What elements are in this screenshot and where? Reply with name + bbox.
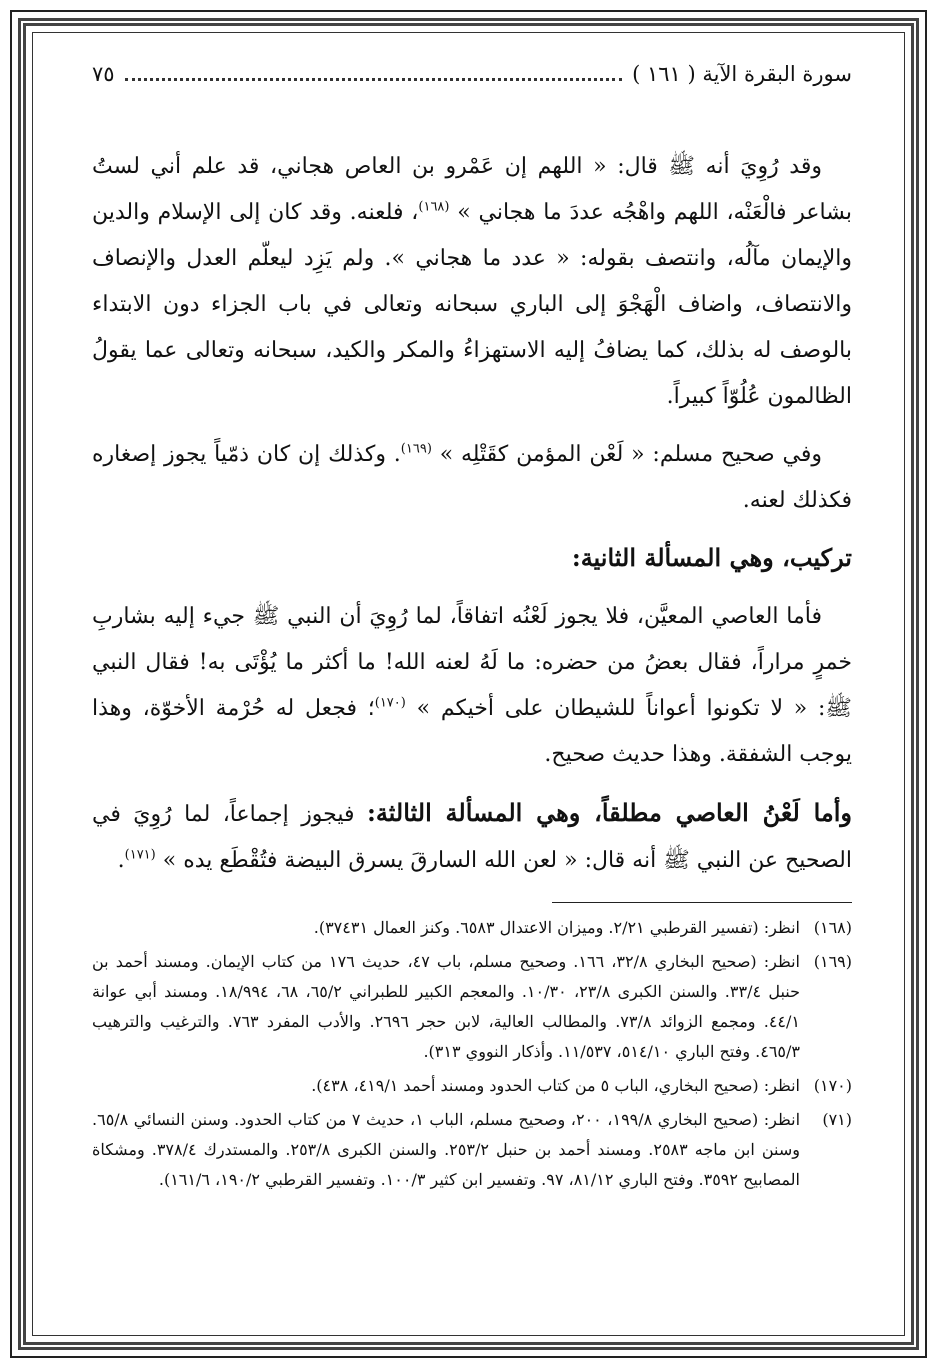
paragraph-3	[92, 594, 852, 778]
paragraph-2-text-b: . وكذلك إن كان ذمّياً يجوز إصغاره فكذلك لعنه.	[92, 442, 852, 513]
footnote-number: (١٦٨)	[813, 918, 852, 937]
footnote-text: انظر: (صحيح البخاري ١٩٩/٨، ٢٠٠، وصحيح مسلم، الباب ١، حديث ٧ من كتاب الحدود. وسنن النسائي ٦٥/٨. وسنن ابن ماجه ٢٥٨٣. ومسند أحمد بن حنبل ٢٥٣/٢. والسنن الكبرى ٢٥٣/٨. والمستدرك ٣٧٨/٤. ومشكاة المصابيح ٣٥٩٢. وفتح الباري ٨١/١٢، ٩٧. وتفسير ابن كثير ١٠٠/٣. وتفسير القرطبي ١٩٠/٢، ١٦١/٦).	[92, 1110, 801, 1189]
footnote-170	[92, 1071, 852, 1101]
page-content	[92, 60, 852, 1199]
footnote-separator	[552, 902, 852, 903]
footnote-text: انظر: (تفسير القرطبي ٢/٢١. وميزان الاعتدال ٦٥٨٣. وكنز العمال ٣٧٤٣١).	[313, 918, 800, 937]
running-header	[92, 60, 852, 100]
section-heading: تركيب، وهي المسألة الثانية:	[571, 543, 852, 572]
footnote-text: انظر: (صحيح البخاري ٣٢/٨، ١٦٦. وصحيح مسلم، باب ٤٧، حديث ١٧٦ من كتاب الإيمان. ومسند أحمد بن حنبل ٣٣/٤. والسنن الكبرى ٢٣/٨، ١٠/٣٠. والمعجم الكبير للطبراني ٦٥/٢، ٦٨، ١٨/٩٩٤. ومسند أبي عوانة ٤٤/١. ومجمع الزوائد ٧٣/٨. والمطالب العالية، لابن حجر ٢٦٩٦. والأدب المفرد ٧٦٣. والترغيب والترهيب ٤٦٥/٣. وفتح الباري ٥١٤/١٠، ١١/٥٣٧. وأذكار النووي ٣١٣).	[92, 952, 801, 1061]
footnote-number: (٧١)	[822, 1110, 852, 1129]
footnote-168	[92, 913, 852, 943]
footnote-number: (١٧٠)	[813, 1076, 852, 1095]
paragraph-2-text-a: وفي صحيح مسلم: « لَعْن المؤمن كقَتْلِه »	[439, 442, 822, 467]
paragraph-1	[92, 144, 852, 420]
footnote-169	[92, 947, 852, 1067]
running-title: سورة البقرة الآية ( ١٦١ )	[632, 62, 852, 86]
paragraph-1-text-b: ، فلعنه. وقد كان إلى الإسلام والدين والإيمان مآلُه، وانتصف بقوله: « عدد ما هجاني ». ولم يَزِد ليعلّم العدل والإنصاف والانتصاف، واضاف الْهَجْوَ إلى الباري سبحانه وتعالى في باب الجزاء دون الابتداء بالوصف له بذلك، كما يضافُ إليه الاستهزاءُ والمكر والكيد، سبحانه وتعالى عما يقولُ الظالمون عُلُوّاً كبيراً.	[92, 200, 852, 409]
footnote-ref-168[interactable]: (١٦٨)	[418, 199, 450, 215]
footnote-ref-170[interactable]: (١٧٠)	[374, 695, 406, 711]
paragraph-3-text-a: فأما العاصي المعيَّن، فلا يجوز لَعْنُه اتفاقاً، لما رُوِيَ أن النبي ﷺ جيء إليه بشاربِ خمرٍ مراراً، فقال بعضُ من حضره: ما لَهُ لعنه الله! ما أكثر ما يُؤْتَى به! فقال النبي ﷺ: « لا تكونوا أعواناً للشيطان على أخيكم »	[92, 604, 852, 721]
leader-dots	[125, 60, 623, 81]
paragraph-2	[92, 432, 852, 524]
footnote-text: انظر: (صحيح البخاري، الباب ٥ من كتاب الحدود ومسند أحمد ٤١٩/١، ٤٣٨).	[311, 1076, 800, 1095]
paragraph-4-text-a: فيجوز إجماعاً، لما رُوِيَ في الصحيح عن النبي ﷺ أنه قال: « لعن الله السارقَ يسرق البيضة فتُقْطَع يده »	[92, 802, 852, 873]
paragraph-3-text-b: ؛ فجعل له حُرْمة الأخوّة، وهذا يوجب الشفقة. وهذا حديث صحيح.	[92, 696, 852, 767]
paragraph-1-text-a: وقد رُوِيَ أنه ﷺ قال: « اللهم إن عَمْرو بن العاص هجاني، قد علم أني لستُ بشاعر فالْعَنْه، اللهم واهْجُه عددَ ما هجاني »	[92, 154, 852, 225]
paragraph-4-text-b: .	[117, 848, 125, 873]
footnote-number: (١٦٩)	[813, 952, 852, 971]
footnote-ref-169[interactable]: (١٦٩)	[400, 441, 432, 457]
paragraph-4-bold-lead: وأما لَعْنُ العاصي مطلقاً، وهي المسألة الثالثة:	[366, 798, 852, 827]
footnote-ref-171[interactable]: (١٧١)	[124, 847, 156, 863]
page-number: ٧٥	[92, 62, 115, 86]
paragraph-4	[92, 790, 852, 884]
footnote-171	[92, 1105, 852, 1195]
